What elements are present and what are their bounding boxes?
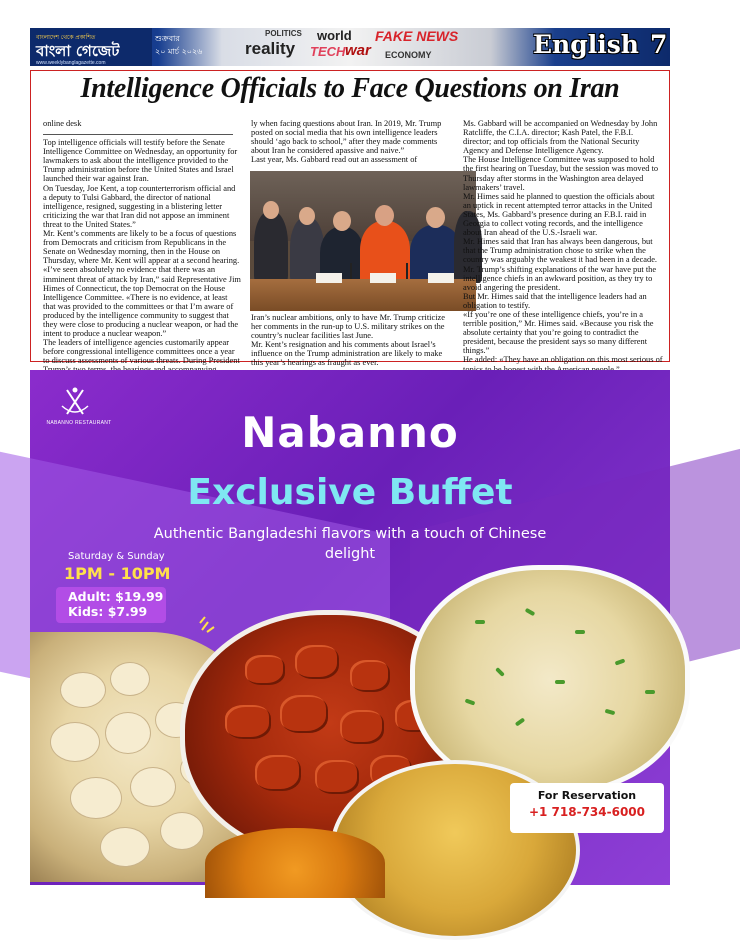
photo-person-head — [426, 207, 445, 228]
chicken-piece — [315, 760, 359, 794]
paragraph: Top intelligence officials will testify before the Senate Intelligence Committee on Wednesday, an opportunity for lawmakers to ask about the intelligence provided to the Trump administration before the United States and Israel launched their war against Iran. — [43, 138, 238, 184]
brand-name: NABANNO RESTAURANT — [46, 420, 112, 426]
paragraph: Mr. Himes said he planned to question the officials about an uptick in recent attempted terror attacks in the United States, Ms. Gabbard’s presence during an F.B.I. raid in Georgia to collect voting records, and the intelligence about Iran ahead of the U.S.-Israeli war. — [463, 191, 655, 238]
masthead-url[interactable]: www.weeklybanglagazette.com — [36, 60, 106, 66]
photo-person-head — [299, 207, 315, 225]
issue-date — [155, 32, 217, 58]
paragraph: Iran’s nuclear ambitions, only to have Mr. Trump criticize her comments in the run-up to U.S. military strikes on the country’s nuclear facilities last June. — [251, 313, 445, 341]
ad-title: Nabanno — [241, 408, 459, 457]
paragraph: He added: «They have an obligation on this most serious of — [463, 355, 663, 365]
photo-person — [254, 211, 288, 283]
chicken-piece — [225, 705, 271, 739]
photo-nameplate — [428, 273, 454, 283]
cracker — [50, 722, 100, 762]
chicken-piece — [245, 655, 285, 685]
paragraph: Last year, Ms. Gabbard read out an assessment of — [251, 155, 418, 165]
buffet-advertisement[interactable] — [30, 370, 670, 885]
photo-microphone — [350, 263, 352, 279]
adult-price: Adult: $19.99 — [68, 589, 164, 604]
cracker — [60, 672, 106, 708]
collage-word-economy: ECONOMY — [385, 50, 432, 60]
article-byline: online desk — [43, 119, 82, 128]
paragraph: The House Intelligence Committee was supposed to hold the first hearing on Tuesday, but the session was moved to Thursday after storms in the Washington area delayed lawmakers’ travel. — [463, 155, 659, 192]
buffet-days: Saturday & Sunday — [68, 551, 165, 562]
sparkle-icon — [198, 608, 224, 634]
scallion — [605, 709, 616, 715]
ad-tagline: Authentic Bangladeshi flavors with a touch of Chinese delight — [153, 526, 547, 562]
paragraph: Mr. Kent’s comments are likely to be a focus of questions from Democrats and criticism from Republicans in the Senate on Wednesday morning, then in the House on Thursday, where Mr. Kent will appear at a second hearing. — [43, 229, 240, 266]
paragraph: ly when facing questions about Iran. In 2019, Mr. Trump posted on social media that his own intelligence leaders should ‘ago back to school,” after they made comments about Iran he considered apassive and naive.” — [251, 119, 442, 156]
page-number: 7 — [650, 30, 668, 59]
scallion — [615, 658, 626, 665]
cracker — [130, 767, 176, 807]
photo-person-head — [263, 201, 279, 219]
collage-word-world: world — [317, 28, 352, 43]
photo-microphone — [406, 263, 408, 279]
reservation-box[interactable] — [510, 783, 664, 833]
photo-person-head — [333, 211, 351, 231]
reservation-label: For Reservation — [537, 789, 637, 802]
collage-word-war: war — [345, 42, 371, 59]
chicken-piece — [280, 695, 328, 733]
issue-date-value: ২০ মার্চ ২০২৬ — [155, 47, 203, 56]
reservation-phone[interactable]: +1 718-734-6000 — [528, 805, 646, 819]
dish-fritters — [205, 828, 385, 898]
chicken-piece — [340, 710, 384, 744]
photo-nameplate — [316, 273, 342, 283]
cracker — [100, 827, 150, 867]
chicken-piece — [295, 645, 339, 679]
scallion — [525, 608, 536, 616]
kids-price: Kids: $7.99 — [68, 604, 148, 619]
masthead[interactable] — [30, 28, 152, 66]
collage-word-tech: TECH — [310, 44, 346, 59]
photo-desk — [250, 279, 476, 311]
masthead-tagline: বাংলাদেশ থেকে প্রকাশিত — [36, 35, 96, 41]
paragraph: Mr. Himes said that Iran has always been dangerous, but that the Trump administration chose to strike when the country was arguably the weakest it had been in a decade. — [463, 237, 658, 265]
paragraph: Ms. Gabbard will be accompanied on Wednesday by John Ratcliffe, the C.I.A. director; Kash Patel, the F.B.I. director; and top officials from the National Security Agency and Defense Intelligence Agency. — [463, 119, 658, 156]
byline-divider — [43, 134, 233, 135]
paragraph: On Tuesday, Joe Kent, a top counterterrorism official and a deputy to Tulsi Gabbard, the director of national intelligence, resigned, suggesting in a blistering letter criticizing the war that Iran did not appose an imminent threat to the United States.” — [43, 183, 236, 229]
scallion — [475, 620, 485, 624]
paragraph: «If you’re one of these intelligence chiefs, you’re in a terrible position,” Mr. Himes said. «Because you risk the absolute certainty that you’re going to contradict the president, because the president says so many different things.” — [463, 309, 654, 356]
cracker — [110, 662, 150, 696]
paragraph: Mr. Trump’s shifting explanations of the war have put the intelligence chiefs in an awkward position, as they try to avoid angering the president. — [463, 264, 657, 292]
buffet-hours: 1PM - 10PM — [64, 564, 171, 583]
scallion — [495, 667, 505, 677]
article — [30, 70, 670, 368]
article-headline: Intelligence Officials to Face Questions on Iran — [80, 73, 620, 104]
paragraph: The leaders of intelligence agencies customarily appear before congressional intelligence committees once a year to discuss assessments of various threats. During President — [43, 338, 240, 366]
scallion — [555, 680, 565, 684]
paragraph: «I’ve seen absolutely no evidence that there was an imminent threat of attack by Iran,” said Representative Jim Himes of Connecticut, the top Democrat on the House Intelligence Committee. «There is no evidence, at least that was provided to the committees or that I’m aware of produced by the intelligence community to suggest that they were close to producing a nuclear weapon, or had the intent to produce a nuclear weapon.” — [43, 265, 241, 339]
scallion — [645, 690, 655, 694]
scallion — [515, 717, 525, 726]
cracker — [70, 777, 122, 819]
cracker — [160, 812, 204, 850]
article-column-2-bottom — [251, 313, 454, 368]
header-collage — [225, 28, 515, 66]
scallion — [575, 630, 585, 634]
photo-person-head — [375, 205, 394, 226]
collage-word-fake-news: FAKE NEWS — [375, 28, 459, 44]
cracker — [105, 712, 151, 754]
scallion — [465, 698, 476, 705]
chicken-piece — [255, 755, 301, 791]
price-box — [56, 587, 166, 623]
article-column-2-top — [251, 119, 454, 163]
issue-day: শুক্রবার — [155, 34, 180, 43]
page-header — [30, 28, 670, 66]
paragraph: But Mr. Himes said that the intelligence leaders had an obligation to testify. — [463, 291, 647, 310]
photo-nameplate — [370, 273, 396, 283]
section-label: English — [533, 30, 639, 59]
collage-word-reality: reality — [245, 39, 296, 58]
article-column-3 — [463, 119, 663, 365]
chicken-piece — [350, 660, 390, 692]
paragraph: Mr. Kent’s resignation and his comments about Israel’s influence on the Trump administration are likely to make this year’s hearings as fraught as ever. — [251, 340, 443, 368]
article-column-1 — [43, 119, 241, 366]
collage-word-politics: POLITICS — [265, 29, 302, 38]
hearing-photo — [250, 171, 476, 311]
ad-subtitle: Exclusive Buffet — [187, 472, 513, 513]
masthead-logo: বাংলা গেজেট — [36, 42, 120, 60]
